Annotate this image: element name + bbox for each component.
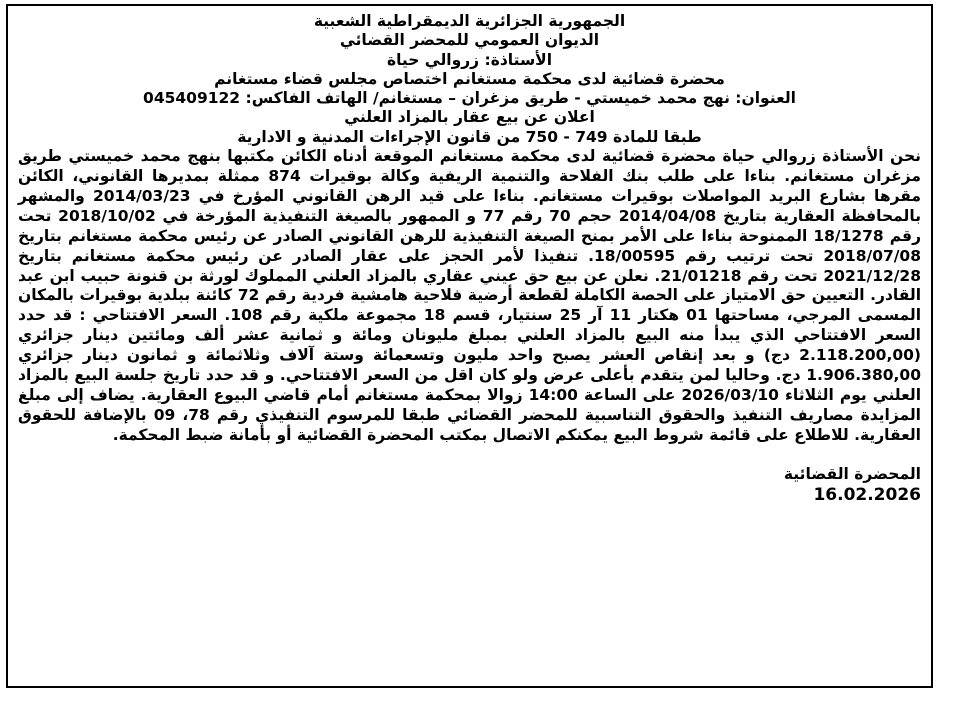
bailiff-jurisdiction: محضرة قضائية لدى محكمة مستغانم اختصاص مجلس قضاء مستغانم (214, 69, 725, 88)
signature-date: 16.02.2026 (813, 484, 921, 505)
bailiff-address: العنوان: نهج محمد خميستي - طريق مزغران – مستغانم/ الهاتف الفاكس: 045409122 (143, 89, 796, 108)
bailiff-name: الأستاذة: زروالي حياة (386, 50, 553, 69)
republic-title: الجمهورية الجزائرية الديمقراطية الشعبية (313, 12, 626, 30)
signature-title: المحضرة القضائية (783, 464, 921, 483)
notice-body: نحن الأستاذة زروالي حياة محضرة قضائية لدى محكمة مستغانم الموقعة أدناه الكائن مكتبها بنهج محمد خميستي طريق مزغران مستغانم. بناءا على طلب بنك الفلاحة والتنمية الريفية وكالة بوقيرات 874 ممثلة بمديرها القانوني، الكائن مقرها بشارع البريد المواصلات بوقيرات مستغانم. بناءا على قيد الرهن القانوني المؤرخ في 2014/03/23 والمشهر بالمحافظة العقارية بتاريخ 2014/04/08 حجم 70 رقم 77 و الممهور بالصيغة التنفيذية المؤرخة في 2018/10/02 تحت رقم 18/1278 الممنوحة بناءا على الأمر بمنح الصيغة التنفيذية للرهن القانوني الصادر عن رئيس محكمة مستغانم بتاريخ 2018/07/08 تحت ترتيب رقم 18/00595. تنفيذا لأمر الحجز على عقار الصادر عن رئيس محكمة مستغانم بتاريخ 2021/12/28 تحت رقم 21/01218. نعلن عن بيع حق عيني عقاري بالمزاد العلني المملوك لورثة بن قنونة حبيب ابن عبد القادر. التعيين حق الامتياز على الحصة الكاملة لقطعة أرضية فلاحية هامشية فردية رقم 72 كائنة ببلدية بوقيرات بالمكان المسمى المرجي، مساحتها 01 هكتار 11 آر 25 سنتيار، قسم 18 مجموعة ملكية رقم 108. السعر الافتتاحي : قد حدد السعر الافتتاحي الذي يبدأ منه البيع بالمزاد العلني بمبلغ مليونان ومائة و ثمانية عشر ألف ومائتين دينار جزائري (2.118.200,00 دج) و بعد إنقاص العشر يصبح واحد مليون وتسعمائة وستة آلاف وثلاثمائة و ثمانون دينار جزائري 1.906.380,00 دج. وحاليا لمن يتقدم بأعلى عرض ولو كان اقل من السعر الافتتاحي. و قد حدد تاريخ جلسة البيع بالمزاد العلني يوم الثلاثاء 2026/03/10 على الساعة 14:00 زوالا بمحكمة مستغانم أمام قاضي البيوع العقارية. يضاف إلى مبلغ المزايدة مصاريف التنفيذ والحقوق التناسبية للمحضر القضائي طبقا للمرسوم التنفيذي رقم 78، 09 بالإضافة للحقوق العقارية. للاطلاع على قائمة شروط البيع يمكنكم الاتصال بمكتب المحضرة القضائية أو بأمانة ضبط المحكمة. (18, 147, 922, 444)
signature-block (18, 464, 921, 506)
legal-reference: طبقا للمادة 749 - 750 من قانون الإجراءات المدنية و الادارية (237, 127, 702, 146)
notice-header (18, 12, 921, 147)
notice-title: اعلان عن بيع عقار بالمزاد العلني (344, 108, 595, 127)
legal-notice (6, 4, 933, 688)
office-title: الديوان العمومي للمحضر القضائي (339, 31, 600, 50)
